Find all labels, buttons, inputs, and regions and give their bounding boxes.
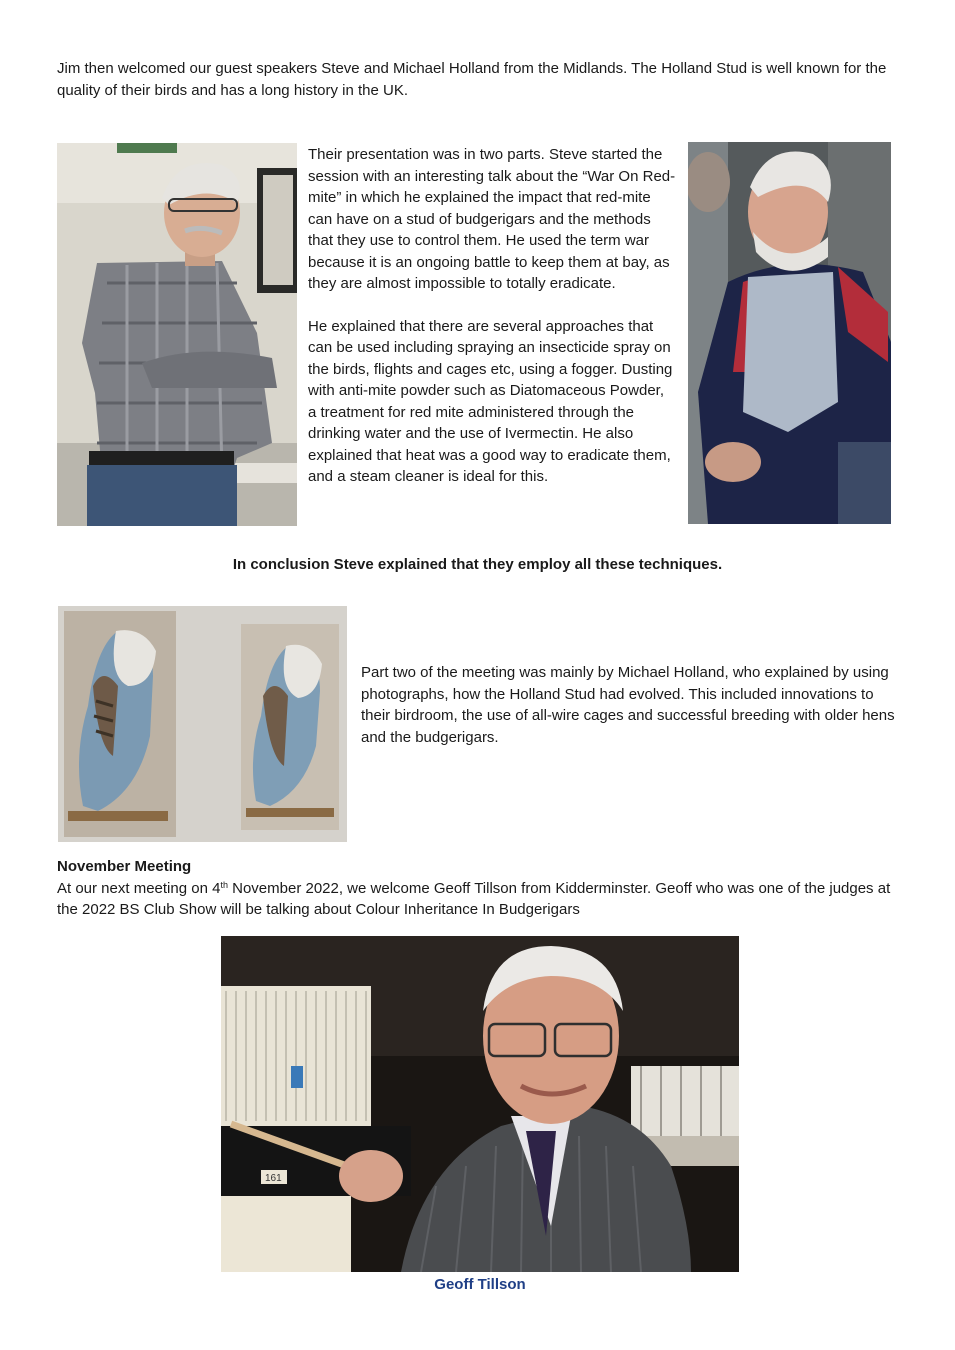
intro-paragraph: Jim then welcomed our guest speakers Steve and Michael Holland from the Midlands. The Holland Stud is well known for the quality of their birds and has a long history in the UK.	[57, 60, 887, 99]
photo-caption: Geoff Tillson	[434, 1276, 526, 1293]
date-ordinal: th	[220, 879, 228, 890]
november-meeting-section	[57, 856, 907, 921]
geoff-tillson-photo	[221, 936, 739, 1272]
steve-holland-photo	[57, 143, 297, 526]
november-text-end: November 2022, we welcome Geoff Tillson from Kidderminster. Geoff who was one of the judges at the 2022 BS Club Show will be talking about Colour Inheritance In Budgerigars	[57, 879, 891, 918]
part-two-text: Part two of the meeting was mainly by Michael Holland, who explained by using photographs, how the Holland Stud had evolved. This included innovations to their birdroom, the use of all-wire cages and successful breeding with older hens and the budgerigars.	[361, 664, 895, 746]
november-text-start: At our next meeting on 4	[57, 879, 221, 897]
presentation-text	[308, 144, 676, 488]
budgerigar-photos	[58, 606, 347, 842]
presentation-paragraph-1: Their presentation was in two parts. Steve started the session with an interesting talk about the “War On Red-mite” in which he explained the impact that red-mite can have on a stud of budgerigars and the methods that they use to control them. He used the term war because it is an ongoing battle to keep them at bay, as they are almost impossible to totally eradicate.	[308, 146, 676, 292]
november-meeting-text	[57, 878, 907, 921]
conclusion-text: In conclusion Steve explained that they employ all these techniques.	[232, 556, 723, 573]
cage-label: 161	[265, 1173, 282, 1184]
michael-holland-photo	[688, 142, 891, 524]
november-meeting-heading: November Meeting	[57, 858, 192, 875]
presentation-paragraph-2: He explained that there are several approaches that can be used including spraying an insecticide spray on the birds, flights and cages etc, using a fogger. Dusting with anti-mite powder such as Diatomaceous Powder, a treatment for red mite administered through the drinking water and the use of Ivermectin. He also explained that heat was a good way to eradicate them, and a steam cleaner is ideal for this.	[308, 317, 673, 485]
